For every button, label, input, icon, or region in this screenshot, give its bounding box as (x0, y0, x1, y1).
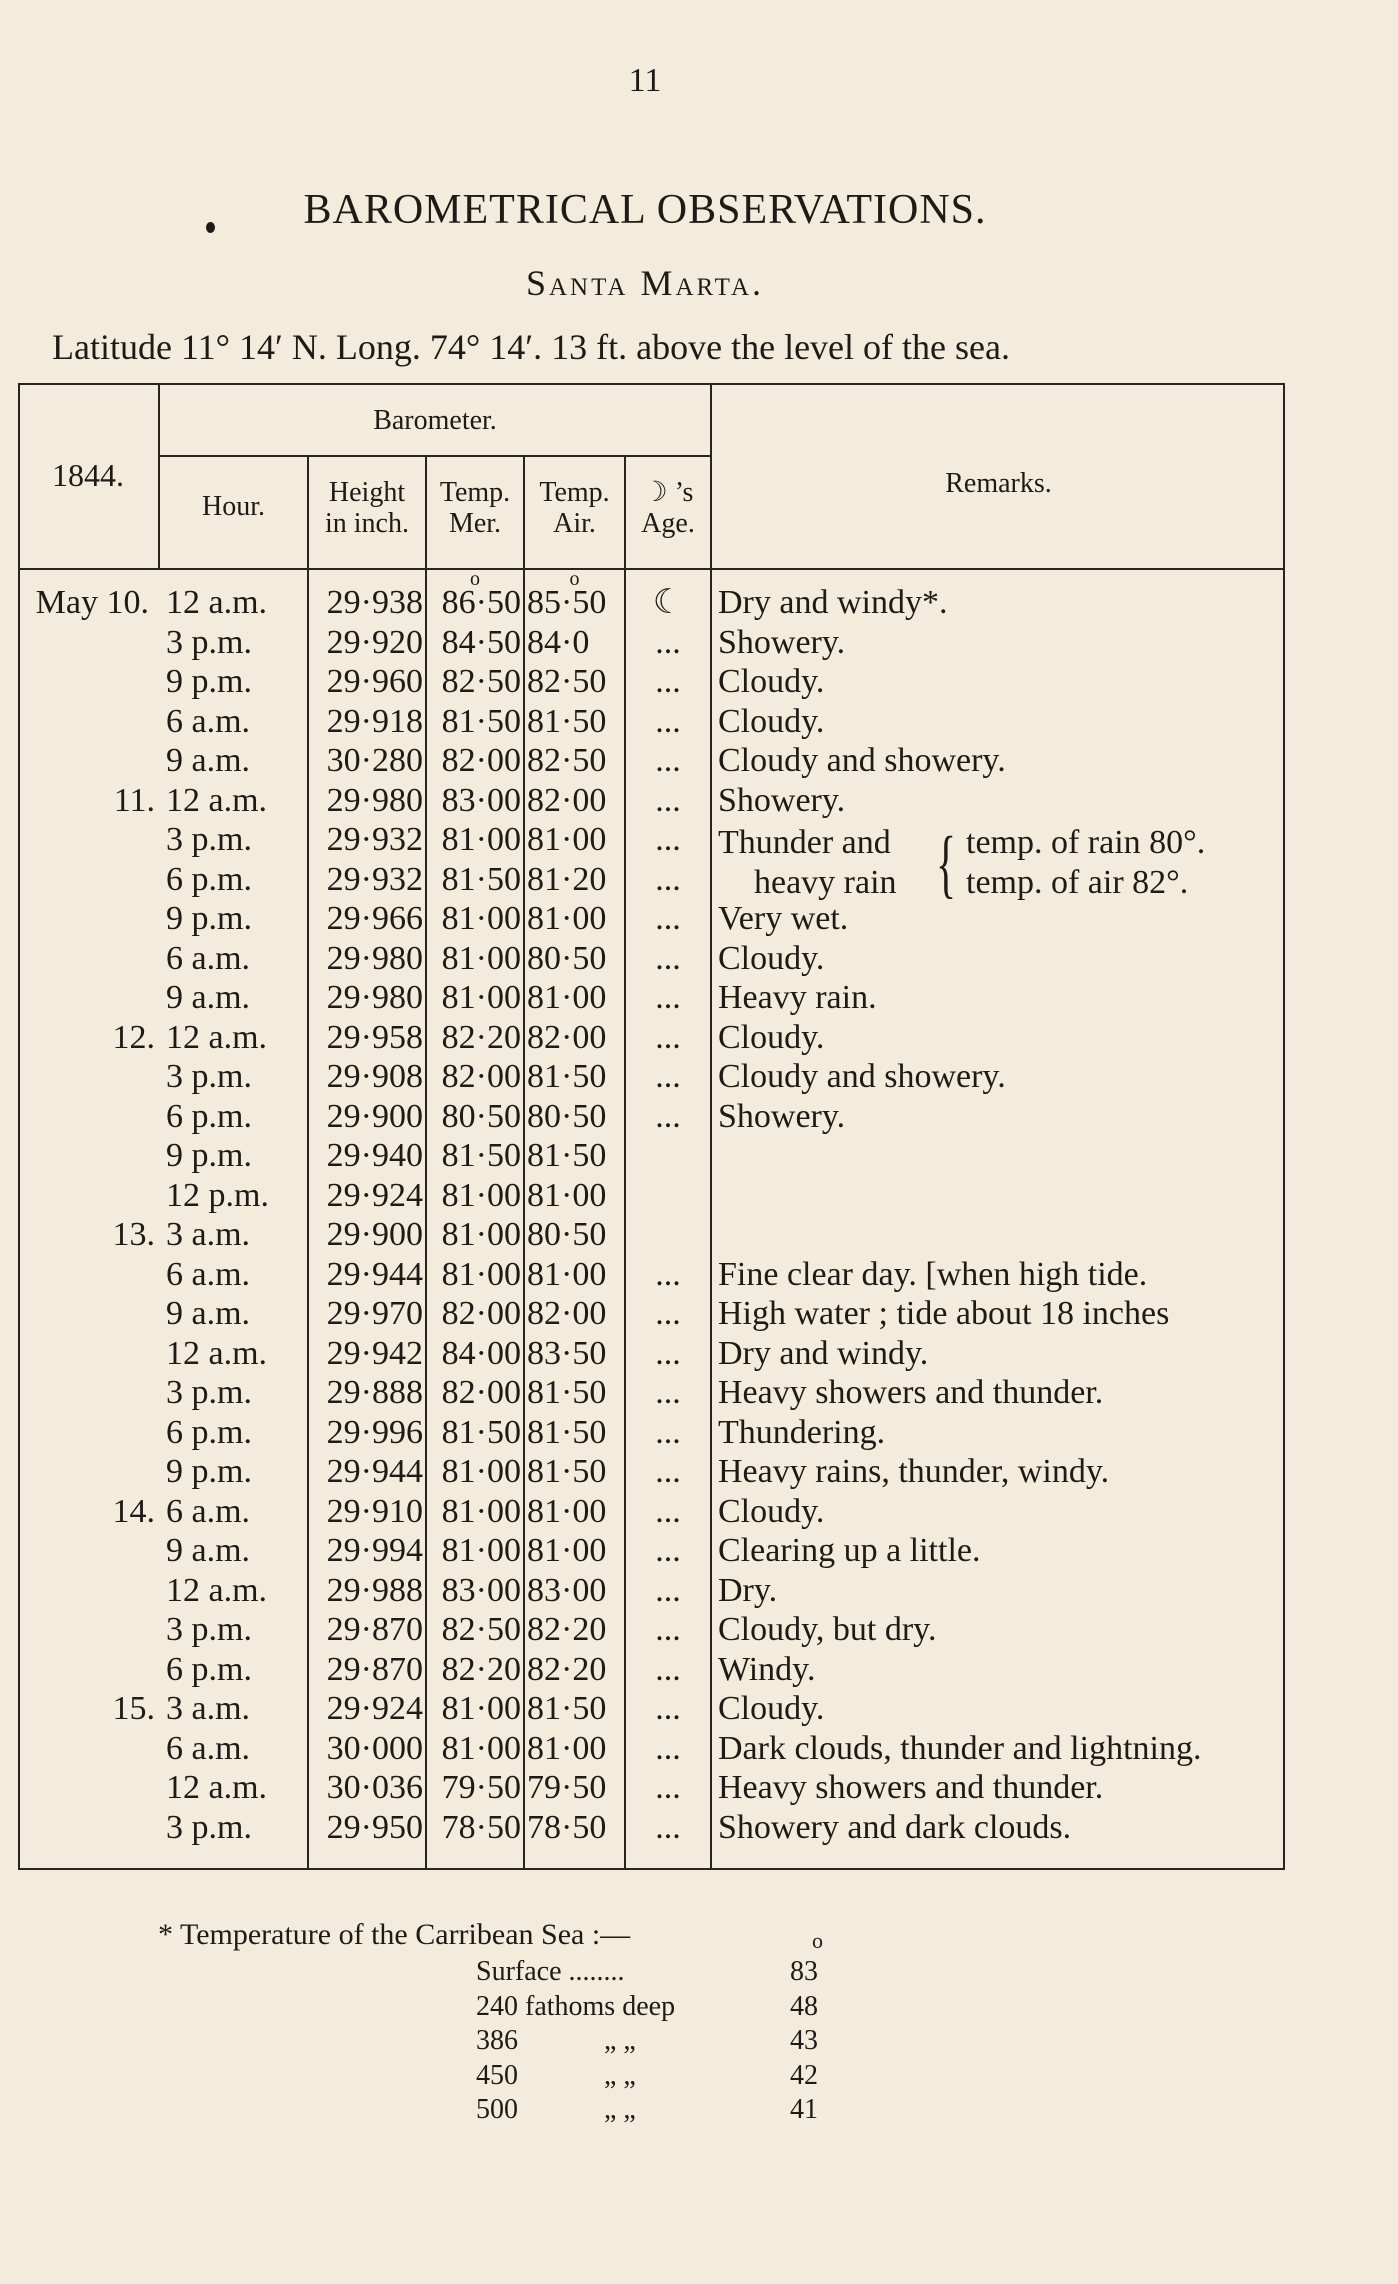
cell-hour: 9 p.m. (166, 1137, 252, 1174)
cell-moon-age: ... (655, 1650, 681, 1688)
bracket-left-2: heavy rain (754, 864, 897, 901)
header-temp-mer (427, 477, 523, 540)
cell-hour: 6 a.m. (166, 1255, 251, 1293)
cell-height: 29·966 (326, 900, 423, 937)
header-remarks: Remarks. (945, 468, 1052, 499)
cell-moon-age: ... (655, 1690, 681, 1727)
cell-day: 14. (112, 1492, 155, 1530)
cell-height: 29·980 (326, 939, 423, 977)
header-height (309, 477, 425, 540)
cell-temp-mer: 80·50 (441, 1097, 521, 1135)
cell-hour: 6 p.m. (166, 1650, 252, 1688)
cell-day: May 10. (35, 584, 149, 621)
cell-hour: 3 p.m. (166, 623, 252, 661)
cell-temp-mer: 81·50 (441, 1413, 521, 1451)
cell-moon-age: ... (655, 979, 681, 1016)
cell-temp-mer: 81·00 (441, 979, 521, 1016)
rule-header-bottom (18, 568, 1285, 570)
header-height-line2: in inch. (325, 508, 409, 540)
cell-moon-age: ... (655, 1729, 681, 1767)
cell-temp-mer: 82·20 (441, 1650, 521, 1688)
cell-height: 29·900 (326, 1097, 423, 1135)
cell-remark: High water ; tide about 18 inches (718, 1295, 1170, 1332)
cell-day: 15. (112, 1690, 155, 1727)
cell-remark: Cloudy. (718, 663, 825, 700)
header-barometer: Barometer. (373, 405, 497, 436)
cell-height: 29·970 (326, 1295, 423, 1332)
cell-moon-age: ... (655, 1097, 681, 1135)
cell-temp-air: 82·00 (527, 781, 607, 819)
cell-hour: 9 p.m. (166, 663, 252, 700)
cell-remark: Cloudy. (718, 1018, 825, 1056)
cell-moon-age: ... (655, 702, 681, 740)
cell-moon-age: ... (655, 1413, 681, 1451)
cell-temp-air: 81·50 (527, 702, 607, 740)
cell-moon-age: ... (655, 1058, 681, 1095)
cell-height: 29·870 (326, 1650, 423, 1688)
cell-height: 29·924 (326, 1690, 423, 1727)
cell-temp-mer: 81·50 (441, 702, 521, 740)
cell-temp-mer: 86·50 (441, 584, 521, 621)
cell-temp-air: 82·00 (527, 1018, 607, 1056)
cell-temp-mer: 82·50 (441, 1611, 521, 1648)
cell-remark: Thundering. (718, 1413, 886, 1451)
cell-moon-age: ... (655, 1492, 681, 1530)
footnote-temperature: 42 (790, 2059, 818, 2091)
cell-hour: 3 p.m. (166, 1611, 252, 1648)
cell-height: 29·950 (326, 1808, 423, 1846)
degree-mark-air: o (569, 568, 580, 590)
cell-hour: 9 a.m. (166, 979, 251, 1016)
rule-after-mer (523, 455, 525, 1870)
cell-temp-air: 84·0 (527, 623, 590, 661)
cell-day: 13. (112, 1216, 155, 1253)
cell-moon-age: ... (655, 1808, 681, 1846)
cell-moon-age: ... (655, 623, 681, 661)
cell-remark: Windy. (718, 1650, 816, 1688)
cell-temp-air: 81·50 (527, 1453, 607, 1490)
cell-temp-air: 81·50 (527, 1413, 607, 1451)
cell-moon-age: ... (655, 821, 681, 858)
header-height-line1: Height (328, 477, 406, 508)
cell-temp-air: 82·00 (527, 1295, 607, 1332)
cell-hour: 6 p.m. (166, 860, 252, 898)
cell-hour: 12 a.m. (166, 584, 268, 621)
cell-hour: 9 a.m. (166, 1295, 251, 1332)
header-hour: Hour. (202, 491, 265, 522)
header-moon-line1: ☽ ’s (642, 477, 694, 508)
footnote-ditto: „ „ (604, 2059, 636, 2091)
cell-hour: 12 p.m. (166, 1176, 269, 1214)
cell-temp-mer: 81·00 (441, 1453, 521, 1490)
cell-remark: Dry. (718, 1571, 778, 1609)
footnote-ditto: „ „ (604, 2094, 636, 2125)
cell-temp-mer: 81·00 (441, 1532, 521, 1569)
cell-height: 29·932 (326, 860, 423, 898)
cell-temp-mer: 82·00 (441, 1374, 521, 1411)
cell-moon-age: ... (655, 1453, 681, 1490)
cell-remark: Heavy showers and thunder. (718, 1769, 1104, 1806)
cell-temp-air: 81·00 (527, 979, 607, 1016)
cell-temp-mer: 82·00 (441, 1058, 521, 1095)
cell-moon-age: ... (655, 900, 681, 937)
cell-day: 11. (113, 781, 155, 819)
page-subtitle: Santa Marta. (525, 263, 764, 303)
cell-moon-age: ... (655, 1018, 681, 1056)
cell-height: 29·996 (326, 1413, 423, 1451)
cell-temp-air: 81·00 (527, 821, 607, 858)
cell-height: 29·944 (326, 1255, 423, 1293)
cell-moon-age: ... (655, 1571, 681, 1609)
footnote-depth: 240 fathoms deep (476, 1990, 676, 2022)
cell-height: 29·980 (326, 979, 423, 1016)
cell-moon-age: ... (655, 742, 681, 779)
cell-temp-mer: 81·00 (441, 1216, 521, 1253)
bracket-right-1: temp. of rain 80°. (966, 824, 1206, 861)
cell-height: 30·036 (326, 1769, 423, 1806)
footnote-depth: Surface ........ (476, 1956, 625, 1987)
cell-temp-mer: 82·20 (441, 1018, 521, 1056)
cell-hour: 12 a.m. (166, 1334, 268, 1372)
cell-temp-mer: 79·50 (441, 1769, 521, 1806)
bracket-brace: { (936, 822, 957, 906)
cell-height: 29·932 (326, 821, 423, 858)
footnote-degree-mark: o (812, 1928, 823, 1953)
cell-moon-age: ... (655, 1374, 681, 1411)
cell-remark: Showery. (718, 623, 846, 661)
rule-under-barometer (158, 455, 710, 457)
cell-moon-age: ... (655, 1295, 681, 1332)
cell-moon-age: ... (655, 1334, 681, 1372)
header-year: 1844. (52, 457, 124, 493)
cell-height: 29·960 (326, 663, 423, 700)
footnote-temperature: 48 (790, 1990, 818, 2022)
cell-remark: Heavy showers and thunder. (718, 1374, 1104, 1411)
cell-hour: 6 p.m. (166, 1413, 252, 1451)
cell-temp-mer: 84·50 (441, 623, 521, 661)
cell-remark: Dark clouds, thunder and lightning. (718, 1729, 1202, 1767)
cell-hour: 6 a.m. (166, 1729, 251, 1767)
cell-temp-air: 81·00 (527, 1729, 607, 1767)
footnote-depth: 386 (476, 2025, 518, 2056)
cell-height: 29·980 (326, 781, 423, 819)
cell-remark: Very wet. (718, 900, 849, 937)
cell-height: 29·944 (326, 1453, 423, 1490)
cell-temp-mer: 81·00 (441, 1176, 521, 1214)
cell-hour: 6 a.m. (166, 702, 251, 740)
cell-hour: 12 a.m. (166, 1571, 268, 1609)
cell-height: 29·900 (326, 1216, 423, 1253)
cell-temp-air: 81·00 (527, 900, 607, 937)
cell-temp-air: 81·20 (527, 860, 607, 898)
cell-height: 29·870 (326, 1611, 423, 1648)
cell-temp-mer: 81·00 (441, 1492, 521, 1530)
observations-table (18, 383, 1285, 1870)
cell-day: 12. (112, 1018, 155, 1056)
cell-temp-mer: 78·50 (441, 1808, 521, 1846)
cell-temp-mer: 83·00 (441, 1571, 521, 1609)
footnote-ditto: „ „ (604, 2025, 636, 2056)
cell-hour: 9 p.m. (166, 1453, 252, 1490)
header-moon-line2: Age. (641, 508, 695, 540)
cell-remark: Cloudy, but dry. (718, 1611, 937, 1648)
cell-temp-air: 82·50 (527, 742, 607, 779)
cell-height: 30·280 (326, 742, 423, 779)
footnote-temperature: 43 (790, 2025, 818, 2056)
cell-moon-age: ... (655, 860, 681, 898)
location-line: Latitude 11° 14′ N. Long. 74° 14′. 13 ft. above the level of the sea. (52, 327, 1010, 367)
cell-remark: Cloudy. (718, 1690, 825, 1727)
header-temp-mer-line1: Temp. (439, 477, 511, 508)
cell-height: 29·942 (326, 1334, 423, 1372)
cell-height: 29·908 (326, 1058, 423, 1095)
cell-moon-age: ... (655, 1532, 681, 1569)
cell-remark: Fine clear day. [when high tide. (718, 1255, 1148, 1293)
cell-height: 29·910 (326, 1492, 423, 1530)
cell-height: 29·918 (326, 702, 423, 740)
rule-top (18, 383, 1285, 385)
cell-temp-mer: 81·00 (441, 939, 521, 977)
footnote-temperature: 83 (790, 1956, 818, 1987)
cell-temp-air: 80·50 (527, 1097, 607, 1135)
cell-temp-air: 81·00 (527, 1492, 607, 1530)
cell-remark: Cloudy. (718, 1492, 825, 1530)
cell-moon-age: ... (655, 781, 681, 819)
footnote-temperature: 41 (790, 2094, 818, 2125)
cell-temp-air: 82·50 (527, 663, 607, 700)
cell-hour: 3 a.m. (166, 1690, 251, 1727)
cell-temp-mer: 81·50 (441, 1137, 521, 1174)
cell-temp-air: 79·50 (527, 1769, 607, 1806)
cell-temp-mer: 84·00 (441, 1334, 521, 1372)
cell-hour: 9 a.m. (166, 742, 251, 779)
cell-temp-mer: 83·00 (441, 781, 521, 819)
cell-hour: 9 a.m. (166, 1532, 251, 1569)
cell-hour: 6 a.m. (166, 1492, 251, 1530)
cell-remark: Clearing up a little. (718, 1532, 981, 1569)
cell-hour: 9 p.m. (166, 900, 252, 937)
cell-remark: Cloudy and showery. (718, 1058, 1006, 1095)
cell-temp-mer: 81·00 (441, 1255, 521, 1293)
footnote-depth: 500 (476, 2094, 518, 2125)
cell-temp-mer: 81·00 (441, 1729, 521, 1767)
cell-height: 29·938 (326, 584, 423, 621)
cell-remark: Showery. (718, 781, 846, 819)
footnote-heading: * Temperature of the Carribean Sea :— (158, 1918, 631, 1951)
cell-hour: 6 a.m. (166, 939, 251, 977)
cell-temp-air: 81·50 (527, 1058, 607, 1095)
cell-hour: 3 p.m. (166, 1058, 252, 1095)
cell-moon-age: ... (655, 1769, 681, 1806)
cell-remark: Dry and windy. (718, 1334, 929, 1372)
cell-hour: 3 p.m. (166, 1808, 252, 1846)
cell-moon-age: ... (655, 1611, 681, 1648)
cell-temp-air: 85·50 (527, 584, 607, 621)
cell-temp-mer: 82·00 (441, 742, 521, 779)
cell-remark: Heavy rains, thunder, windy. (718, 1453, 1110, 1490)
page-title: BAROMETRICAL OBSERVATIONS. (303, 187, 987, 233)
cell-height: 29·888 (326, 1374, 423, 1411)
cell-hour: 6 p.m. (166, 1097, 252, 1135)
bracket-right-2: temp. of air 82°. (966, 864, 1189, 901)
rule-after-age (710, 383, 712, 1870)
cell-moon-age: ... (655, 663, 681, 700)
header-moon-age (626, 477, 710, 540)
cell-temp-air: 83·00 (527, 1571, 607, 1609)
cell-temp-air: 81·00 (527, 1176, 607, 1214)
cell-height: 29·940 (326, 1137, 423, 1174)
header-temp-air (525, 477, 624, 540)
rule-bottom (18, 1868, 1285, 1870)
cell-remark: Showery and dark clouds. (718, 1808, 1072, 1846)
cell-temp-mer: 81·00 (441, 900, 521, 937)
cell-temp-mer: 82·50 (441, 663, 521, 700)
cell-temp-air: 81·50 (527, 1374, 607, 1411)
header-temp-mer-line2: Mer. (448, 508, 502, 540)
cell-temp-mer: 81·00 (441, 821, 521, 858)
cell-height: 29·920 (326, 623, 423, 661)
cell-height: 30·000 (326, 1729, 423, 1767)
cell-remark: Showery. (718, 1097, 846, 1135)
cell-temp-air: 81·50 (527, 1137, 607, 1174)
cell-hour: 12 a.m. (166, 1769, 268, 1806)
rule-right (1283, 383, 1285, 1870)
bracket-left-1: Thunder and (718, 824, 891, 861)
cell-temp-mer: 81·00 (441, 1690, 521, 1727)
cell-temp-air: 80·50 (527, 1216, 607, 1253)
cell-height: 29·994 (326, 1532, 423, 1569)
cell-moon-age: ☾ (652, 584, 684, 621)
cell-temp-air: 82·20 (527, 1650, 607, 1688)
cell-remark: Heavy rain. (718, 979, 877, 1016)
cell-remark: Cloudy. (718, 939, 825, 977)
cell-temp-air: 80·50 (527, 939, 607, 977)
cell-temp-mer: 82·00 (441, 1295, 521, 1332)
cell-temp-air: 78·50 (527, 1808, 607, 1846)
cell-temp-air: 81·00 (527, 1532, 607, 1569)
cell-hour: 12 a.m. (166, 1018, 268, 1056)
footnote-depth: 450 (476, 2059, 518, 2091)
cell-remark: Cloudy. (718, 702, 825, 740)
cell-hour: 3 p.m. (166, 1374, 252, 1411)
cell-remark: Cloudy and showery. (718, 742, 1006, 779)
header-temp-air-line1: Temp. (539, 477, 610, 508)
cell-temp-air: 81·50 (527, 1690, 607, 1727)
cell-height: 29·924 (326, 1176, 423, 1214)
cell-temp-air: 81·00 (527, 1255, 607, 1293)
cell-moon-age: ... (655, 939, 681, 977)
cell-temp-air: 83·50 (527, 1334, 607, 1372)
degree-mark-mer: o (470, 568, 480, 590)
cell-temp-air: 82·20 (527, 1611, 607, 1648)
cell-height: 29·988 (326, 1571, 423, 1609)
page-number: 11 (628, 62, 662, 99)
cell-moon-age: ... (655, 1255, 681, 1293)
cell-hour: 3 a.m. (166, 1216, 251, 1253)
header-temp-air-line2: Air. (553, 508, 596, 540)
cell-temp-mer: 81·50 (441, 860, 521, 898)
cell-height: 29·958 (326, 1018, 423, 1056)
cell-hour: 3 p.m. (166, 821, 252, 858)
cell-remark: Dry and windy*. (718, 584, 948, 621)
cell-hour: 12 a.m. (166, 781, 268, 819)
